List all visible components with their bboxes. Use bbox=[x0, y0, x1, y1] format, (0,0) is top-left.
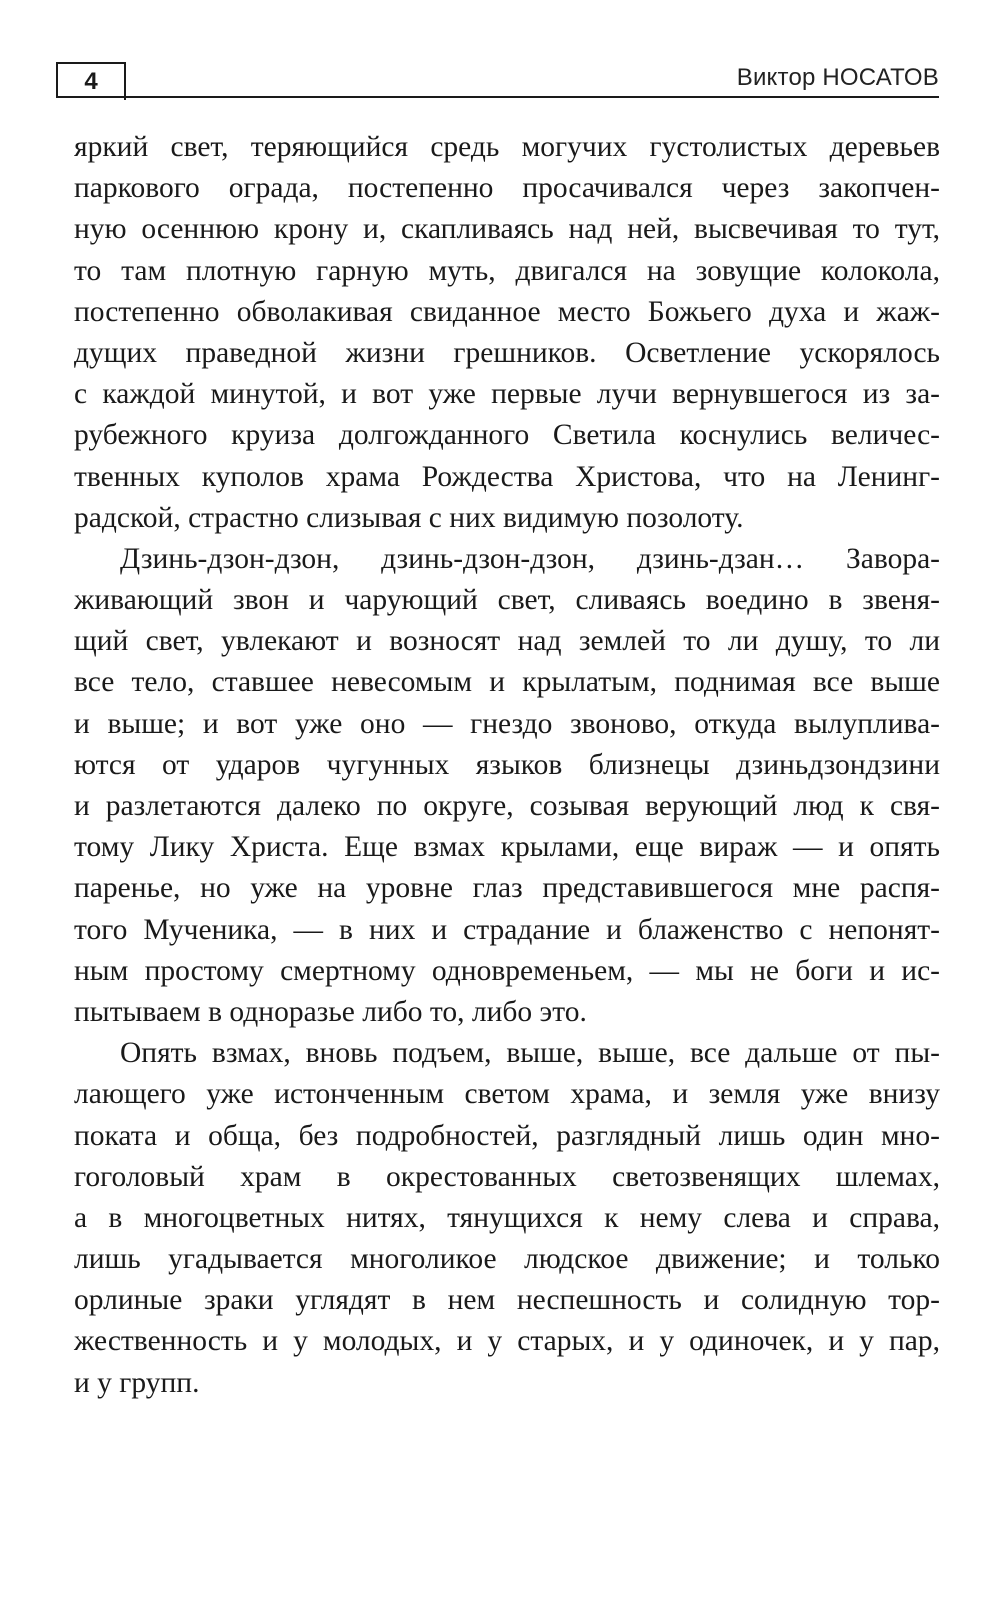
text-line: и у групп. bbox=[74, 1366, 200, 1399]
running-title: Виктор НОСАТОВ bbox=[736, 64, 939, 91]
text-line: Опять взмах, вновь подъем, выше, выше, все дальше от пы- bbox=[120, 1037, 940, 1070]
text-line: дущих праведной жизни грешников. Осветление ускорялось bbox=[74, 336, 940, 369]
text-line: лишь угадывается многоликое людское движение; и только bbox=[74, 1243, 940, 1276]
text-line: жественность и у молодых, и у старых, и у одиночек, и у пар, bbox=[74, 1325, 940, 1358]
text-line: паркового ограда, постепенно просачивался через закопчен- bbox=[74, 172, 940, 205]
text-line: с каждой минутой, и вот уже первые лучи вернувшегося из за- bbox=[74, 378, 940, 411]
text-line: рубежного круиза долгожданного Светила коснулись величес- bbox=[74, 419, 940, 452]
text-line: твенных куполов храма Рождества Христова, что на Ленинг- bbox=[74, 460, 940, 493]
text-line: ются от ударов чугунных языков близнецы дзиньдзондзини bbox=[74, 748, 940, 781]
text-line: все тело, ставшее невесомым и крылатым, поднимая все выше bbox=[74, 666, 940, 699]
text-line: то там плотную гарную муть, двигался на зовущие колокола, bbox=[74, 254, 940, 287]
text-line: ным простому смертному одновременьем, — мы не боги и ис- bbox=[74, 954, 940, 987]
text-line: живающий звон и чарующий свет, сливаясь воедино в звеня- bbox=[74, 584, 940, 617]
text-line: лающего уже истонченным светом храма, и земля уже внизу bbox=[74, 1078, 940, 1111]
text-line: тому Лику Христа. Еще взмах крылами, еще вираж — и опять bbox=[74, 831, 940, 864]
text-line: а в многоцветных нитях, тянущихся к нему слева и справа, bbox=[74, 1201, 940, 1234]
text-line: орлиные зраки углядят в нем неспешность и солидную тор- bbox=[74, 1284, 940, 1317]
paragraph-2 bbox=[74, 539, 940, 1033]
text-line: Дзинь-дзон-дзон, дзинь-дзон-дзон, дзинь-дзан… Завора- bbox=[120, 542, 940, 575]
text-line: щий свет, увлекают и возносят над землей то ли душу, то ли bbox=[74, 625, 940, 658]
header-rule bbox=[124, 96, 939, 98]
text-line: того Мученика, — в них и страдание и блаженство с непонят- bbox=[74, 913, 940, 946]
page-number-box-tick bbox=[124, 62, 126, 100]
text-line: ную осеннюю крону и, скапливаясь над ней, высвечивая то тут, bbox=[74, 213, 940, 246]
page-number: 4 bbox=[84, 68, 98, 95]
running-header bbox=[56, 62, 939, 104]
text-line: радской, страстно слизывая с них видимую позолоту. bbox=[74, 501, 744, 534]
paragraph-3 bbox=[74, 1033, 940, 1404]
paragraph-1 bbox=[74, 127, 940, 539]
text-line: гоголовый храм в окрестованных светозвенящих шлемах, bbox=[74, 1160, 940, 1193]
text-line: и выше; и вот уже оно — гнездо звоново, откуда вылуплива- bbox=[74, 707, 940, 740]
text-line: постепенно обволакивая свиданное место Божьего духа и жаж- bbox=[74, 295, 940, 328]
text-line: и разлетаются далеко по округе, созывая верующий люд к свя- bbox=[74, 790, 940, 822]
page-number-box bbox=[56, 62, 126, 98]
text-line: поката и обща, без подробностей, разглядный лишь один мно- bbox=[74, 1119, 940, 1152]
text-line: яркий свет, теряющийся средь могучих густолистых деревьев bbox=[74, 131, 940, 163]
text-line: паренье, но уже на уровне глаз представившегося мне распя- bbox=[74, 872, 940, 905]
text-line: пытываем в одноразье либо то, либо это. bbox=[74, 995, 587, 1028]
body-text bbox=[74, 127, 940, 1404]
